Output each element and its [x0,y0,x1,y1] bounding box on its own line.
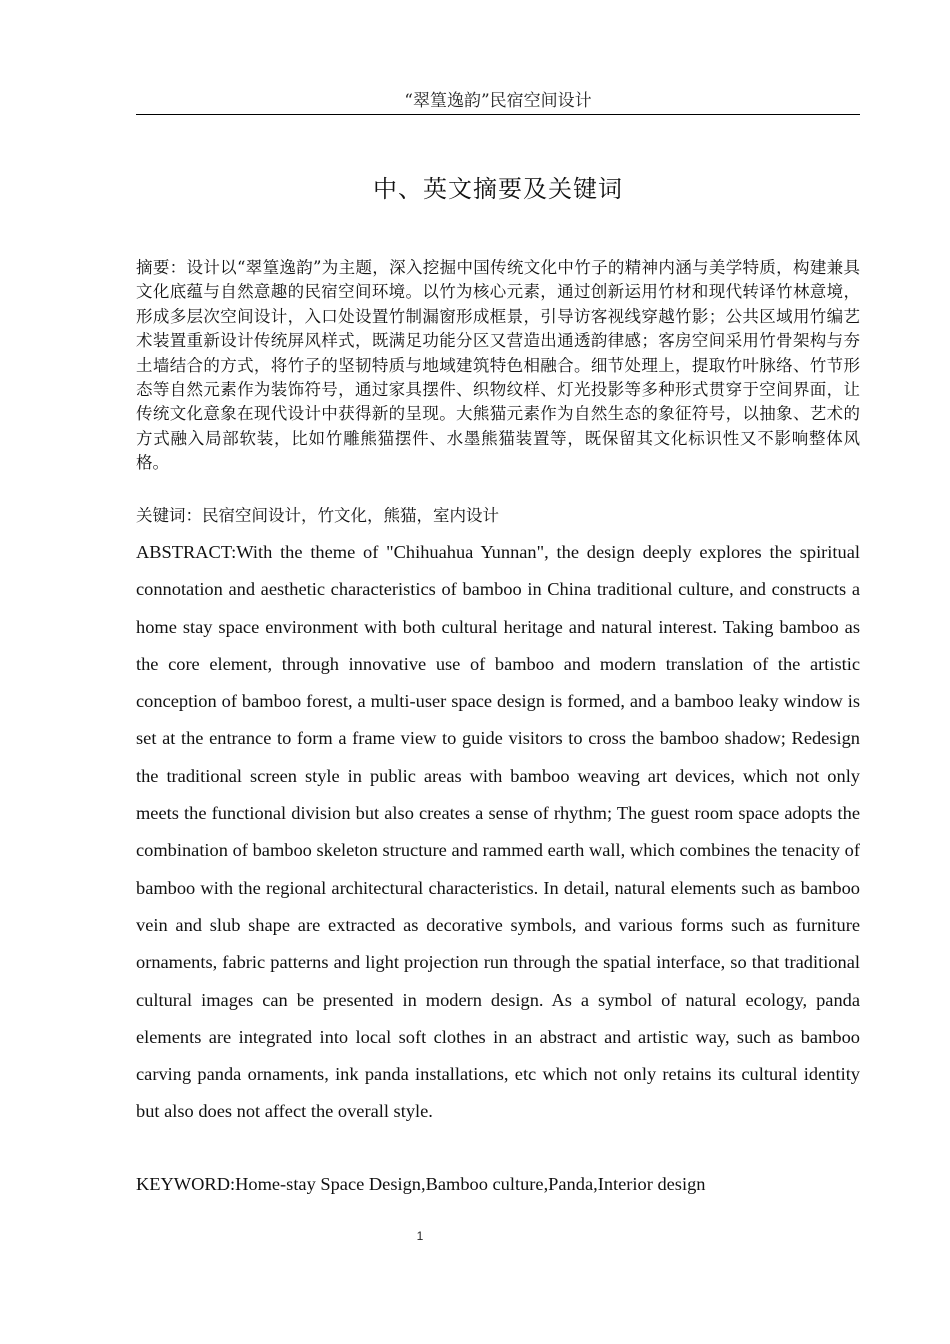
chinese-abstract: 摘要：设计以“翠篁逸韵”为主题，深入挖掘中国传统文化中竹子的精神内涵与美学特质，构建兼具文化底蕴与自然意趣的民宿空间环境。以竹为核心元素，通过创新运用竹材和现代转译竹林意境，形成多层次空间设计，入口处设置竹制漏窗形成框景，引导访客视线穿越竹影；公共区域用竹编艺术装置重新设计传统屏风样式，既满足功能分区又营造出通透韵律感；客房空间采用竹骨架构与夯土墙结合的方式，将竹子的坚韧特质与地域建筑特色相融合。细节处理上，提取竹叶脉络、竹节形态等自然元素作为装饰符号，通过家具摆件、织物纹样、灯光投影等多种形式贯穿于空间界面，让传统文化意象在现代设计中获得新的呈现。大熊猫元素作为自然生态的象征符号，以抽象、艺术的方式融入局部软装，比如竹雕熊猫摆件、水墨熊猫装置等，既保留其文化标识性又不影响整体风格。 [136,258,860,473]
header-divider [136,114,860,115]
chinese-keywords: 关键词：民宿空间设计，竹文化，熊猫，室内设计 [136,506,499,525]
section-title: 中、英文摘要及关键词 [373,175,623,203]
running-header: “翠篁逸韵”民宿空间设计 [404,91,592,111]
english-abstract: ABSTRACT:With the theme of "Chihuahua Yunnan", the design deeply explores the spiritual connotation and aesthetic characteristics of bamboo in China traditional culture, and constructs a home stay space environment with both cultural heritage and natural interest. Taking bamboo as the core element, through innovative use of bamboo and modern translation of the artistic conception of bamboo forest, a multi-user space design is formed, and a bamboo leaky window is set at the entrance to form a frame view to guide visitors to cross the bamboo shadow; Redesign the traditional screen style in public areas with bamboo weaving art devices, which not only meets the functional division but also creates a sense of rhythm; The guest room space adopts the combination of bamboo skeleton structure and rammed earth wall, which combines the tenacity of bamboo with the regional architectural characteristics. In detail, natural elements such as bamboo vein and slub shape are extracted as decorative symbols, and various forms such as furniture ornaments, fabric patterns and light projection run through the spatial interface, so that traditional cultural images can be presented in modern design. As a symbol of natural ecology, panda elements are integrated into local soft clothes in an abstract and artistic way, such as bamboo carving panda ornaments, ink panda installations, etc which not only retains its cultural identity but also does not affect the overall style. [136,542,860,1122]
english-keywords: KEYWORD:Home-stay Space Design,Bamboo culture,Panda,Interior design [136,1174,706,1194]
page-number: 1 [416,1229,424,1243]
